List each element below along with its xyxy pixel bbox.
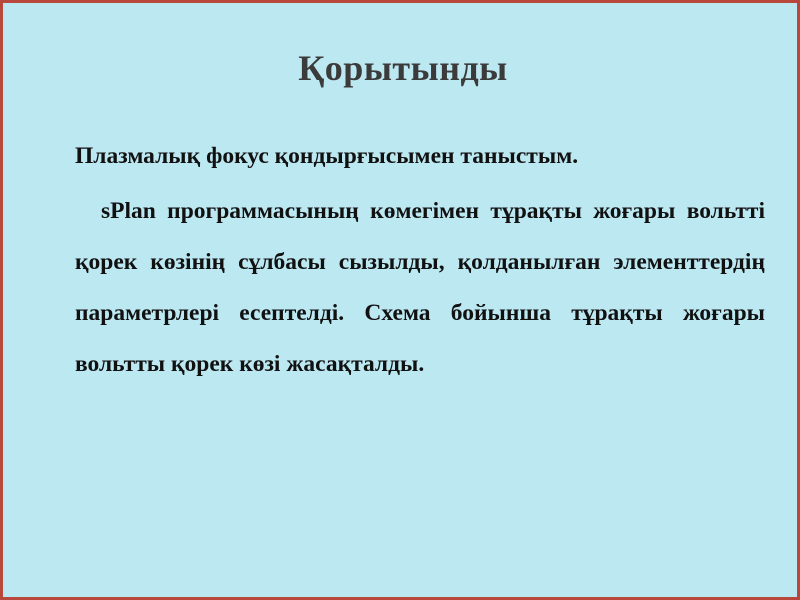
body-paragraph-1: Плазмалық фокус қондырғысымен таныстым.	[75, 143, 579, 169]
page-title: Қорытынды	[298, 48, 508, 88]
body-paragraph-2: sPlan программасының көмегімен тұрақты жоғары вольтті қорек көзінің сұлбасы сызылды, қолданылған элементтердің параметрлері есептелді. Схема бойынша тұрақты жоғары вольтты қорек көзі жасақталды.	[75, 198, 765, 377]
slide-body	[75, 131, 765, 394]
